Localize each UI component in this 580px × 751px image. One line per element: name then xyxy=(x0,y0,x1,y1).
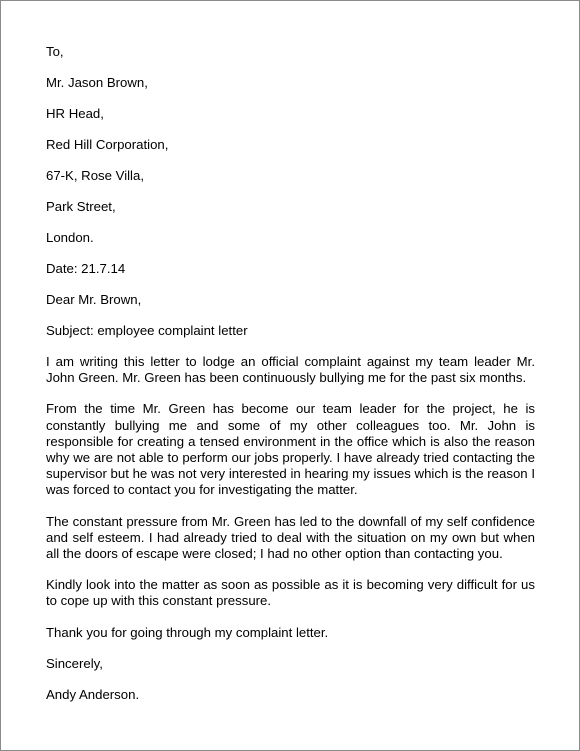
complaint-letter xyxy=(46,44,535,718)
greeting: Dear Mr. Brown, xyxy=(46,292,142,307)
body-paragraph-3: The constant pressure from Mr. Green has led to the downfall of my self confidence and self esteem. I had already tried to deal with the situation on my own but when all the doors of escape were closed; I had no other option than contacting you. xyxy=(46,513,535,562)
recipient-city: London. xyxy=(46,230,94,245)
body-paragraph-5: Thank you for going through my complaint letter. xyxy=(46,624,329,640)
body-paragraph-2: From the time Mr. Green has become our team leader for the project, he is constantly bullying me and some of my other colleagues too. Mr. John is responsible for creating a tensed environment in the office which is also the reason why we are not able to perform our jobs properly. I have already tried contacting the supervisor but he was not very interested in hearing my issues which is the reason I was forced to contact you for investigating the matter. xyxy=(46,401,535,498)
letter-date: Date: 21.7.14 xyxy=(46,261,126,276)
salutation-to: To, xyxy=(46,44,64,59)
recipient-company: Red Hill Corporation, xyxy=(46,137,169,152)
recipient-title: HR Head, xyxy=(46,106,104,121)
recipient-address-line-1: 67-K, Rose Villa, xyxy=(46,168,144,183)
body-paragraph-1: I am writing this letter to lodge an official complaint against my team leader Mr. John Green. Mr. Green has been continuously bullying me for the past six months. xyxy=(46,354,535,386)
recipient-name: Mr. Jason Brown, xyxy=(46,75,148,90)
closing: Sincerely, xyxy=(46,655,103,671)
body-paragraph-4: Kindly look into the matter as soon as possible as it is becoming very difficult for us to cope up with this constant pressure. xyxy=(46,577,535,609)
subject-line: Subject: employee complaint letter xyxy=(46,323,248,338)
signature: Andy Anderson. xyxy=(46,686,140,702)
recipient-address-line-2: Park Street, xyxy=(46,199,116,214)
